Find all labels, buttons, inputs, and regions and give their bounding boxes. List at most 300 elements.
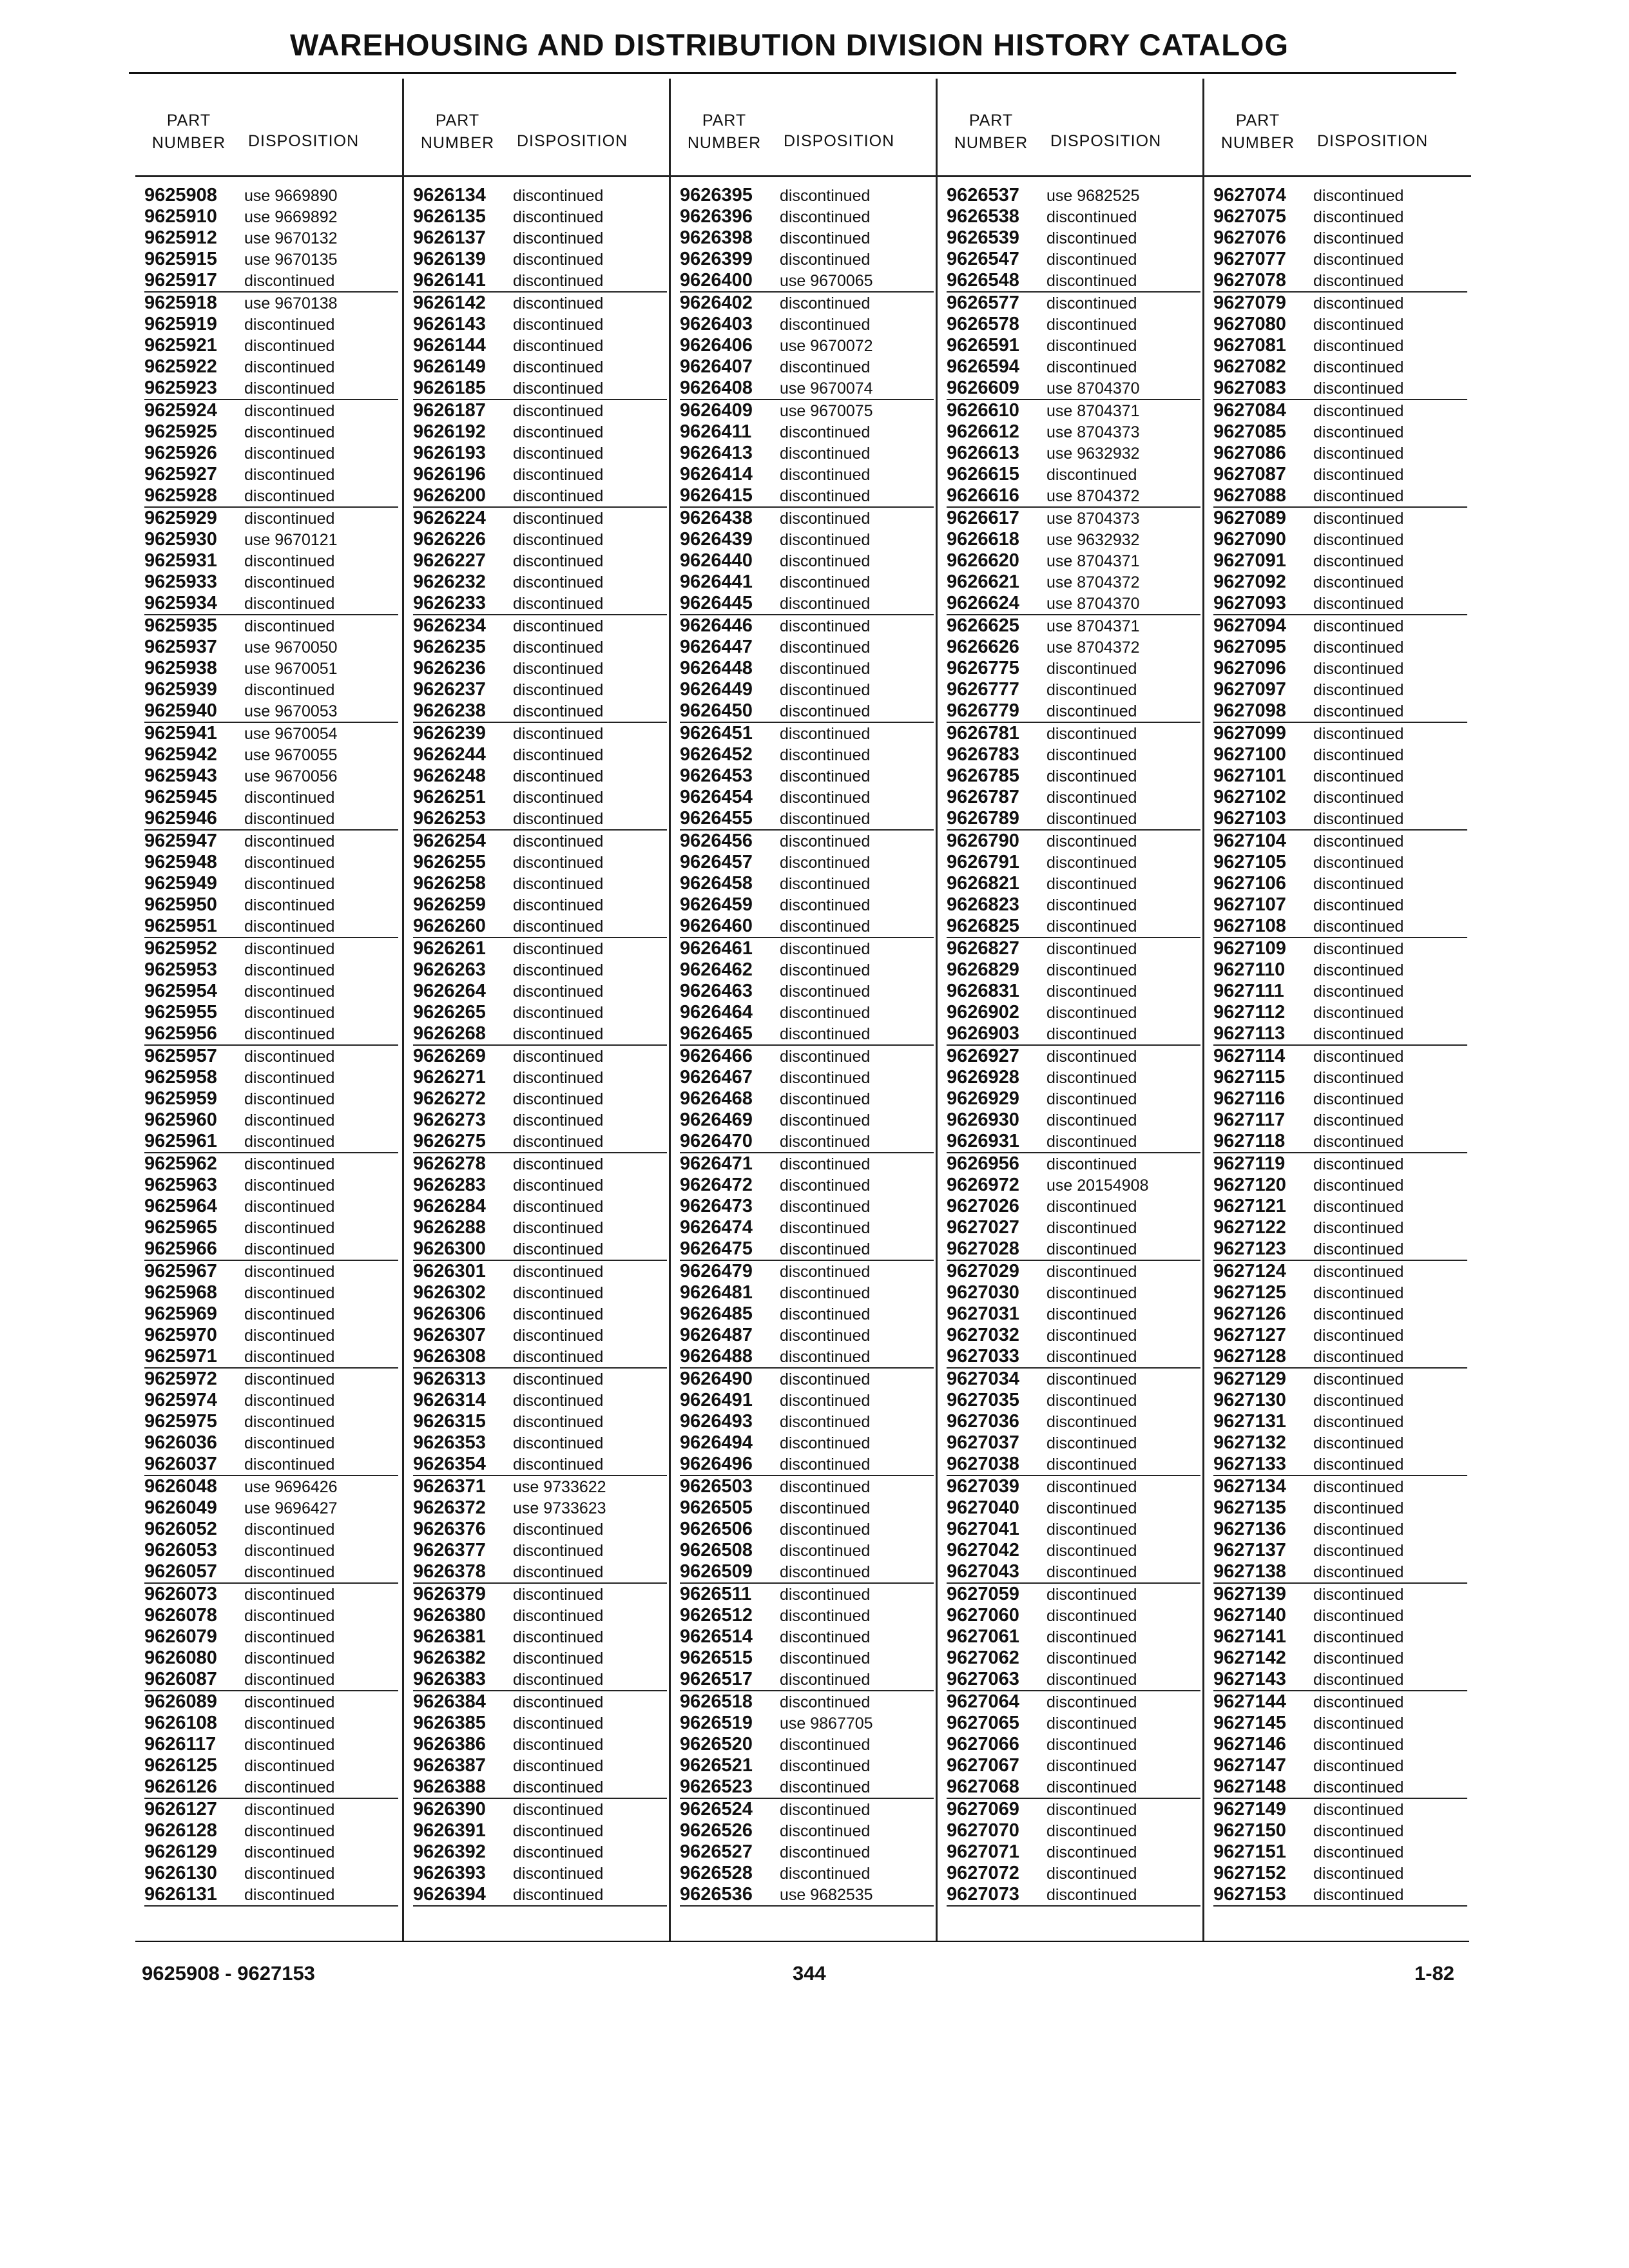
part-number: 9627119 <box>1213 1153 1286 1174</box>
table-row <box>144 314 398 335</box>
row-group <box>1213 723 1467 831</box>
table-row <box>680 938 934 959</box>
table-row <box>680 1088 934 1110</box>
part-number: 9626526 <box>680 1820 753 1841</box>
disposition: discontinued <box>244 402 335 420</box>
disposition: discontinued <box>1313 1778 1404 1796</box>
part-number: 9626466 <box>680 1046 753 1066</box>
table-row <box>1213 615 1467 637</box>
row-group <box>947 1799 1200 1907</box>
part-number: 9625971 <box>144 1346 217 1367</box>
part-number: 9626377 <box>413 1540 486 1561</box>
disposition: discontinued <box>1046 272 1137 290</box>
table-row <box>144 679 398 700</box>
part-number: 9625964 <box>144 1196 217 1216</box>
disposition: use 8704373 <box>1046 423 1140 441</box>
disposition: discontinued <box>244 1219 335 1237</box>
table-row <box>144 400 398 421</box>
row-group <box>1213 1584 1467 1691</box>
table-row <box>680 1238 934 1260</box>
disposition: discontinued <box>513 510 604 528</box>
disposition: discontinued <box>780 208 871 226</box>
disposition: discontinued <box>1046 1155 1137 1173</box>
disposition: discontinued <box>780 789 871 807</box>
part-number: 9626783 <box>947 744 1019 765</box>
disposition: discontinued <box>513 639 604 657</box>
disposition: discontinued <box>244 1155 335 1173</box>
table-row <box>1213 700 1467 722</box>
disposition: discontinued <box>780 1801 871 1819</box>
part-number: 9626517 <box>680 1669 753 1689</box>
disposition: discontinued <box>780 1843 871 1861</box>
row-group <box>947 1261 1200 1369</box>
table-row <box>413 1540 667 1561</box>
table-row <box>144 1217 398 1238</box>
disposition: discontinued <box>780 1434 871 1452</box>
table-row <box>1213 378 1467 399</box>
part-number: 9626505 <box>680 1497 753 1518</box>
disposition: discontinued <box>780 1521 871 1539</box>
table-row <box>144 1390 398 1411</box>
part-number: 9627063 <box>947 1669 1019 1689</box>
part-number: 9626537 <box>947 185 1019 206</box>
part-number: 9626514 <box>680 1626 753 1647</box>
disposition: discontinued <box>1046 810 1137 828</box>
part-number: 9626618 <box>947 529 1019 550</box>
table-row <box>947 1023 1200 1044</box>
part-number: 9627089 <box>1213 508 1286 528</box>
table-row <box>1213 550 1467 572</box>
table-row <box>947 485 1200 506</box>
part-number: 9626137 <box>413 227 486 248</box>
part-number: 9626057 <box>144 1561 217 1582</box>
table-row <box>947 873 1200 894</box>
table-row <box>413 1626 667 1648</box>
disposition: discontinued <box>1046 294 1137 312</box>
catalog-table <box>135 79 1469 1941</box>
disposition: discontinued <box>244 552 335 570</box>
disposition: discontinued <box>1313 1693 1404 1711</box>
disposition: discontinued <box>1046 1693 1137 1711</box>
disposition: discontinued <box>1046 1219 1137 1237</box>
disposition: discontinued <box>1313 896 1404 914</box>
part-number: 9626227 <box>413 550 486 571</box>
part-number: 9626775 <box>947 658 1019 678</box>
disposition: discontinued <box>513 875 604 893</box>
part-number: 9627076 <box>1213 227 1286 248</box>
table-row <box>413 1820 667 1841</box>
disposition: discontinued <box>1046 1370 1137 1389</box>
disposition: discontinued <box>513 595 604 613</box>
part-number: 9626255 <box>413 852 486 872</box>
table-row <box>413 1411 667 1432</box>
part-number: 9626509 <box>680 1561 753 1582</box>
part-number: 9626972 <box>947 1175 1019 1195</box>
disposition: discontinued <box>513 487 604 505</box>
catalog-column-5 <box>1202 79 1471 1941</box>
table-row <box>1213 356 1467 378</box>
disposition: discontinued <box>513 896 604 914</box>
disposition: discontinued <box>1046 1392 1137 1410</box>
table-row <box>680 529 934 550</box>
table-row <box>144 1713 398 1734</box>
disposition: discontinued <box>1313 1607 1404 1625</box>
disposition: discontinued <box>1313 1111 1404 1129</box>
table-row <box>947 959 1200 981</box>
part-number: 9626458 <box>680 873 753 894</box>
table-row <box>947 1282 1200 1303</box>
part-number: 9626385 <box>413 1713 486 1733</box>
part-number: 9627061 <box>947 1626 1019 1647</box>
disposition: discontinued <box>780 1219 871 1237</box>
part-number: 9627131 <box>1213 1411 1286 1432</box>
table-row <box>144 1261 398 1282</box>
table-row <box>413 765 667 787</box>
table-row <box>947 593 1200 614</box>
disposition: discontinued <box>780 1586 871 1604</box>
disposition: discontinued <box>244 1563 335 1581</box>
footer-page-number: 344 <box>793 1962 826 1984</box>
table-row <box>947 421 1200 443</box>
table-row <box>144 378 398 399</box>
column-header <box>938 79 1204 177</box>
table-row <box>947 1669 1200 1690</box>
table-row <box>947 443 1200 464</box>
part-number: 9626457 <box>680 852 753 872</box>
part-number: 9626468 <box>680 1088 753 1109</box>
part-number: 9625948 <box>144 852 217 872</box>
part-number: 9627112 <box>1213 1002 1286 1023</box>
table-row <box>413 938 667 959</box>
part-header-line1: PART <box>969 111 1014 130</box>
disposition: discontinued <box>244 1778 335 1796</box>
table-row <box>680 293 934 314</box>
part-number: 9626263 <box>413 959 486 980</box>
table-row <box>680 808 934 829</box>
disposition: discontinued <box>244 272 335 290</box>
table-row <box>413 1325 667 1346</box>
footer-part-range: 9625908 - 9627153 <box>142 1962 315 1984</box>
part-number: 9626089 <box>144 1691 217 1712</box>
row-group <box>947 1046 1200 1153</box>
table-row <box>1213 1584 1467 1605</box>
table-row <box>144 1799 398 1820</box>
table-row <box>413 249 667 270</box>
part-number: 9625949 <box>144 873 217 894</box>
row-group <box>413 293 667 400</box>
disposition: discontinued <box>1046 940 1137 958</box>
table-row <box>680 1002 934 1023</box>
table-row <box>413 550 667 572</box>
disposition: use 8704372 <box>1046 487 1140 505</box>
row-group <box>680 831 934 938</box>
part-number: 9626451 <box>680 723 753 744</box>
part-number: 9627030 <box>947 1282 1019 1303</box>
table-row <box>1213 1131 1467 1152</box>
table-row <box>413 572 667 593</box>
part-number: 9626512 <box>680 1605 753 1626</box>
part-number: 9626403 <box>680 314 753 334</box>
disposition: discontinued <box>1313 1671 1404 1689</box>
bottom-rule <box>135 1941 1469 1942</box>
disposition: discontinued <box>513 1542 604 1560</box>
part-number: 9627031 <box>947 1303 1019 1324</box>
table-row <box>1213 1002 1467 1023</box>
part-number: 9625922 <box>144 356 217 377</box>
disposition: discontinued <box>780 1155 871 1173</box>
disposition: discontinued <box>780 1240 871 1258</box>
table-row <box>947 808 1200 829</box>
disposition: use 9670072 <box>780 337 873 355</box>
disposition: discontinued <box>780 316 871 334</box>
table-row <box>947 1325 1200 1346</box>
table-row <box>144 1776 398 1798</box>
part-number: 9626789 <box>947 808 1019 829</box>
table-row <box>947 572 1200 593</box>
part-header-line2: NUMBER <box>1220 134 1295 152</box>
table-row <box>144 1454 398 1475</box>
row-group <box>144 1369 398 1476</box>
disposition: use 8704372 <box>1046 573 1140 591</box>
catalog-column-1 <box>135 79 402 1941</box>
table-row <box>680 1497 934 1519</box>
row-group <box>144 293 398 400</box>
disposition: discontinued <box>513 1198 604 1216</box>
part-number: 9626130 <box>144 1863 217 1883</box>
table-row <box>1213 1411 1467 1432</box>
disposition: discontinued <box>244 1843 335 1861</box>
part-number: 9627118 <box>1213 1131 1286 1151</box>
disposition: discontinued <box>780 1778 871 1796</box>
part-number: 9626626 <box>947 637 1019 657</box>
part-number: 9627068 <box>947 1776 1019 1797</box>
part-number: 9627107 <box>1213 894 1286 915</box>
part-number: 9627113 <box>1213 1023 1286 1044</box>
disposition: discontinued <box>513 1801 604 1819</box>
table-row <box>680 185 934 206</box>
part-number: 9626284 <box>413 1196 486 1216</box>
part-number: 9625945 <box>144 787 217 807</box>
table-row <box>413 637 667 658</box>
disposition: discontinued <box>513 1370 604 1389</box>
table-row <box>1213 787 1467 808</box>
table-row <box>413 1390 667 1411</box>
table-row <box>947 1626 1200 1648</box>
part-number: 9626079 <box>144 1626 217 1647</box>
part-number: 9627094 <box>1213 615 1286 636</box>
disposition: discontinued <box>1313 1649 1404 1667</box>
table-row <box>947 1088 1200 1110</box>
table-row <box>947 1713 1200 1734</box>
part-number: 9626302 <box>413 1282 486 1303</box>
part-number: 9626078 <box>144 1605 217 1626</box>
part-number: 9626300 <box>413 1238 486 1259</box>
row-group <box>144 615 398 723</box>
table-row <box>413 1217 667 1238</box>
part-number: 9625961 <box>144 1131 217 1151</box>
table-row <box>413 1669 667 1690</box>
disposition: discontinued <box>1313 854 1404 872</box>
table-row <box>1213 981 1467 1002</box>
table-row <box>1213 443 1467 464</box>
part-number: 9625959 <box>144 1088 217 1109</box>
table-row <box>413 700 667 722</box>
table-row <box>413 593 667 614</box>
disposition: discontinued <box>1313 1177 1404 1195</box>
part-number-header <box>1216 110 1300 155</box>
table-row <box>144 1863 398 1884</box>
part-number: 9626447 <box>680 637 753 657</box>
disposition: discontinued <box>244 1305 335 1323</box>
table-row <box>680 723 934 744</box>
part-number: 9627090 <box>1213 529 1286 550</box>
disposition: discontinued <box>513 466 604 484</box>
part-number: 9625933 <box>144 572 217 592</box>
disposition: discontinued <box>244 1886 335 1904</box>
table-row <box>680 1755 934 1776</box>
part-number: 9627088 <box>1213 485 1286 506</box>
disposition: discontinued <box>513 918 604 936</box>
table-row <box>947 1841 1200 1863</box>
disposition: discontinued <box>780 251 871 269</box>
disposition: discontinued <box>780 1563 871 1581</box>
disposition: discontinued <box>244 854 335 872</box>
disposition: discontinued <box>1046 1478 1137 1496</box>
disposition: discontinued <box>1313 251 1404 269</box>
row-group <box>1213 1691 1467 1799</box>
disposition: discontinued <box>780 1757 871 1775</box>
table-row <box>144 1648 398 1669</box>
table-row <box>413 1584 667 1605</box>
disposition: discontinued <box>780 983 871 1001</box>
table-row <box>144 529 398 550</box>
disposition: discontinued <box>1046 1198 1137 1216</box>
table-row <box>413 1454 667 1475</box>
disposition: discontinued <box>513 1111 604 1129</box>
disposition: discontinued <box>1313 983 1404 1001</box>
table-row <box>144 1131 398 1152</box>
part-header-line1: PART <box>435 111 480 130</box>
table-row <box>680 1841 934 1863</box>
disposition: discontinued <box>244 1392 335 1410</box>
row-group <box>680 1046 934 1153</box>
part-number: 9626386 <box>413 1734 486 1754</box>
part-number: 9625962 <box>144 1153 217 1174</box>
table-row <box>1213 1088 1467 1110</box>
part-number: 9626049 <box>144 1497 217 1518</box>
table-row <box>680 1605 934 1626</box>
part-number-header <box>682 110 766 155</box>
disposition: discontinued <box>244 358 335 376</box>
row-group <box>413 1476 667 1584</box>
table-row <box>947 1884 1200 1905</box>
part-number: 9626610 <box>947 400 1019 421</box>
table-row <box>144 1605 398 1626</box>
table-row <box>947 1584 1200 1605</box>
table-row <box>680 593 934 614</box>
part-number: 9625941 <box>144 723 217 744</box>
disposition: use 8704371 <box>1046 552 1140 570</box>
disposition: discontinued <box>1313 272 1404 290</box>
part-number: 9626903 <box>947 1023 1019 1044</box>
part-number: 9626142 <box>413 293 486 313</box>
table-row <box>1213 744 1467 765</box>
part-number: 9626779 <box>947 700 1019 721</box>
disposition: discontinued <box>1313 1542 1404 1560</box>
table-row <box>680 1454 934 1475</box>
disposition: discontinued <box>1313 187 1404 205</box>
table-row <box>144 938 398 959</box>
part-number: 9627084 <box>1213 400 1286 421</box>
part-number: 9626439 <box>680 529 753 550</box>
part-number: 9626036 <box>144 1432 217 1453</box>
table-row <box>144 293 398 314</box>
part-number: 9627111 <box>1213 981 1284 1001</box>
disposition: discontinued <box>244 316 335 334</box>
part-number: 9627099 <box>1213 723 1286 744</box>
part-number: 9625956 <box>144 1023 217 1044</box>
disposition: discontinued <box>244 940 335 958</box>
table-row <box>413 400 667 421</box>
disposition: discontinued <box>244 810 335 828</box>
table-row <box>1213 873 1467 894</box>
table-row <box>1213 1713 1467 1734</box>
part-number: 9626392 <box>413 1841 486 1862</box>
table-row <box>144 1002 398 1023</box>
part-number: 9625928 <box>144 485 217 506</box>
disposition: discontinued <box>513 1886 604 1904</box>
row-group <box>947 1691 1200 1799</box>
disposition: discontinued <box>513 1004 604 1022</box>
disposition: discontinued <box>1313 445 1404 463</box>
disposition: discontinued <box>513 573 604 591</box>
table-row <box>680 400 934 421</box>
part-number: 9626053 <box>144 1540 217 1561</box>
table-row <box>947 1476 1200 1497</box>
part-number: 9626258 <box>413 873 486 894</box>
disposition: discontinued <box>1046 1048 1137 1066</box>
table-row <box>1213 1369 1467 1390</box>
disposition: discontinued <box>1313 1736 1404 1754</box>
part-number: 9626260 <box>413 916 486 936</box>
table-row <box>680 916 934 937</box>
table-row <box>144 1734 398 1755</box>
table-row <box>680 443 934 464</box>
part-number: 9626384 <box>413 1691 486 1712</box>
disposition: discontinued <box>1313 660 1404 678</box>
disposition: discontinued <box>1313 1478 1404 1496</box>
part-number: 9626825 <box>947 916 1019 936</box>
disposition: discontinued <box>1313 337 1404 355</box>
part-number: 9627059 <box>947 1584 1019 1604</box>
disposition: discontinued <box>513 531 604 549</box>
part-header-line2: NUMBER <box>151 134 226 152</box>
disposition: discontinued <box>1046 1801 1137 1819</box>
part-number: 9625929 <box>144 508 217 528</box>
disposition-header: DISPOSITION <box>1317 132 1429 150</box>
table-row <box>144 981 398 1002</box>
part-number: 9626624 <box>947 593 1019 613</box>
table-row <box>680 1519 934 1540</box>
disposition: discontinued <box>780 961 871 979</box>
part-number: 9627121 <box>1213 1196 1286 1216</box>
table-row <box>680 227 934 249</box>
table-row <box>1213 1691 1467 1713</box>
disposition: discontinued <box>513 1563 604 1581</box>
footer-section-number: 1-82 <box>1414 1962 1455 1984</box>
table-row <box>413 615 667 637</box>
table-row <box>680 1561 934 1582</box>
